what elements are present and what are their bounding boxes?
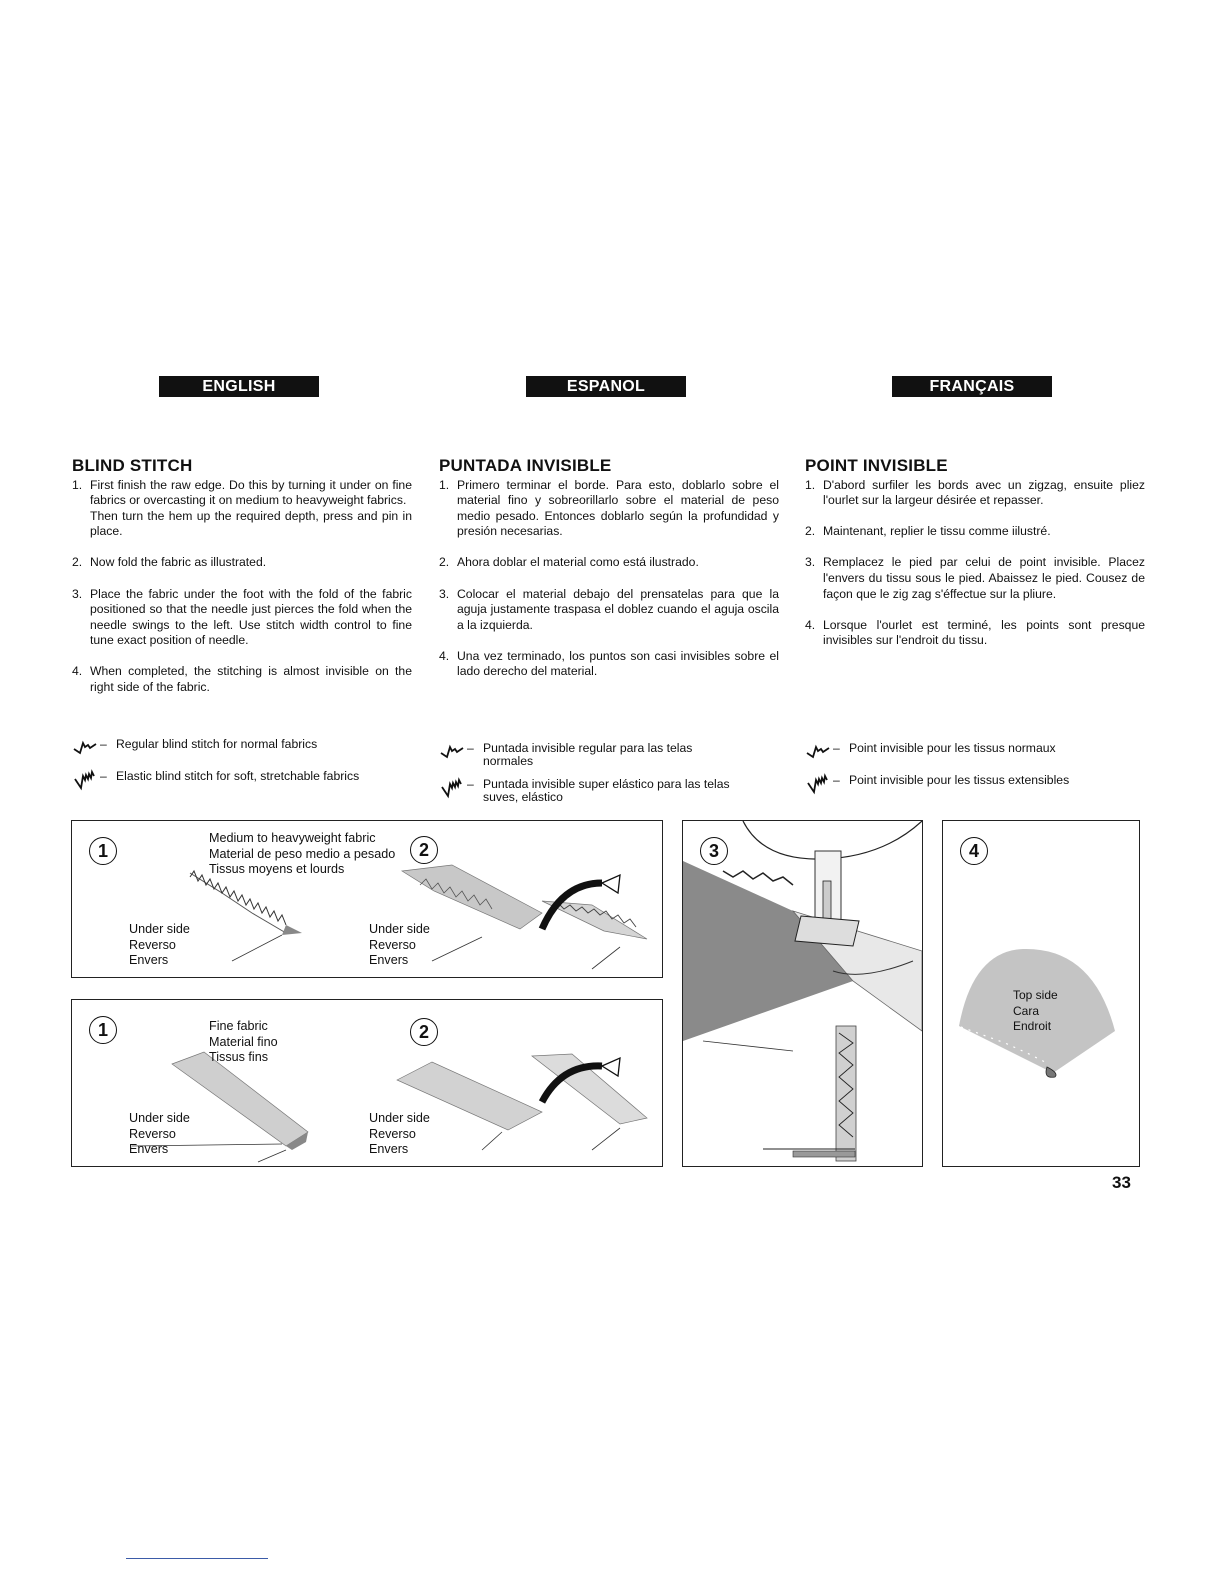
french-title: POINT INVISIBLE xyxy=(805,456,948,475)
elastic-blind-stitch-icon xyxy=(439,775,465,799)
sewing-machine-illustration xyxy=(683,821,922,1166)
label-french: Envers xyxy=(129,1142,169,1156)
legend-text: Puntada invisible super elástico para las telas suves, elástico xyxy=(483,777,730,804)
english-column xyxy=(72,458,412,711)
step-text: Colocar el material debajo del prensatelas para que la aguja justamente traspasa el doblez cuando el aguja oscila a la izquierda. xyxy=(457,586,779,632)
figure-heavy-fabric xyxy=(71,820,663,978)
step-4-marker: 4 xyxy=(960,837,988,865)
step-text: Remplacez le pied par celui de point invisible. Placez l'envers du tissu sous le pied. Abaissez le pied. Cousez de façon que le zig zag s'éffectue sur la pliure. xyxy=(823,555,1145,601)
list-item xyxy=(439,555,779,571)
legend-text: Point invisible pour les tissus normaux xyxy=(849,741,1056,755)
step-1-marker: 1 xyxy=(89,1016,117,1044)
fabric-weight-label xyxy=(209,1019,278,1066)
legend-row: – Point invisible pour les tissus extensibles xyxy=(805,774,1135,796)
label-english: Under side xyxy=(129,1111,190,1125)
figure-fine-fabric xyxy=(71,999,663,1167)
english-title: BLIND STITCH xyxy=(72,456,193,475)
step-text: First finish the raw edge. Do this by turning it under on fine fabrics or overcasting it on medium to heavyweight fabrics. xyxy=(90,477,412,508)
list-item xyxy=(805,555,1145,602)
list-item xyxy=(439,478,779,540)
step-3-marker: 3 xyxy=(700,837,728,865)
legend-text: Regular blind stitch for normal fabrics xyxy=(116,737,318,751)
step-text: Now fold the fabric as illustrated. xyxy=(90,555,267,570)
list-item xyxy=(805,618,1145,649)
step-number: 4. xyxy=(805,617,816,632)
step-number: 1. xyxy=(72,477,83,492)
legend-text: Point invisible pour les tissus extensibles xyxy=(849,773,1070,787)
french-legend xyxy=(805,742,1135,806)
step-number: 3. xyxy=(805,555,816,570)
english-legend xyxy=(72,738,372,802)
list-item xyxy=(439,649,779,680)
spanish-title: PUNTADA INVISIBLE xyxy=(439,456,612,475)
label-spanish: Material de peso medio a pesado xyxy=(209,846,396,861)
elastic-blind-stitch-icon xyxy=(72,767,98,791)
step-text: Primero terminar el borde. Para esto, doblarlo sobre el material fino y sobreorillarlo sobre el material de peso medio pesado. Entonces doblarlo según la profundidad y presión necesarias. xyxy=(457,477,779,539)
list-item xyxy=(439,587,779,634)
label-french: Envers xyxy=(369,953,409,967)
step-text-continued: Then turn the hem up the required depth, press and pin in place. xyxy=(90,508,412,539)
label-french: Envers xyxy=(369,1142,409,1156)
tab-french: FRANÇAIS xyxy=(892,376,1052,397)
english-steps xyxy=(72,478,412,696)
figure-finished-hem xyxy=(942,820,1140,1167)
step-number: 3. xyxy=(439,586,450,601)
divider xyxy=(126,1558,268,1559)
french-steps xyxy=(805,478,1145,649)
step-number: 2. xyxy=(72,555,83,570)
label-spanish: Reverso xyxy=(369,1126,416,1141)
spanish-column xyxy=(439,458,779,696)
regular-blind-stitch-icon xyxy=(439,739,465,761)
label-english: Top side xyxy=(1013,988,1058,1002)
legend-row: – Elastic blind stitch for soft, stretchable fabrics xyxy=(72,770,372,792)
under-side-label xyxy=(129,922,190,969)
legend-row: – Regular blind stitch for normal fabrics xyxy=(72,738,372,760)
step-number: 2. xyxy=(805,524,816,539)
fabric-weight-label xyxy=(209,831,395,878)
step-number: 1. xyxy=(805,477,816,492)
tab-spanish: ESPANOL xyxy=(526,376,686,397)
step-text: Lorsque l'ourlet est terminé, les points sont presque invisibles sur l'endroit du tissu. xyxy=(823,617,1145,648)
step-number: 4. xyxy=(439,648,450,663)
french-column xyxy=(805,458,1145,664)
label-french: Tissus fins xyxy=(209,1050,269,1064)
legend-text: Elastic blind stitch for soft, stretchable fabrics xyxy=(116,769,360,783)
legend-row: – Point invisible pour les tissus normaux xyxy=(805,742,1135,764)
spanish-steps xyxy=(439,478,779,680)
page-number: 33 xyxy=(1112,1173,1131,1192)
list-item xyxy=(72,555,412,571)
list-item xyxy=(72,478,412,540)
label-english: Fine fabric xyxy=(209,1019,268,1033)
step-text: Maintenant, replier le tissu comme iilustré. xyxy=(823,524,1051,539)
step-text: D'abord surfiler les bords avec un zigzag, ensuite pliez l'ourlet sur la largeur désirée et repasser. xyxy=(823,477,1145,508)
top-side-label xyxy=(1013,988,1058,1035)
under-side-label xyxy=(369,1111,430,1158)
list-item xyxy=(805,478,1145,509)
label-spanish: Material fino xyxy=(209,1034,278,1049)
under-side-label xyxy=(129,1111,190,1158)
spanish-legend xyxy=(439,742,739,814)
label-french: Tissus moyens et lourds xyxy=(209,862,345,876)
figure-sewing-foot xyxy=(682,820,923,1167)
label-english: Under side xyxy=(369,922,430,936)
list-item xyxy=(805,524,1145,540)
label-english: Medium to heavyweight fabric xyxy=(209,831,376,845)
step-number: 1. xyxy=(439,477,450,492)
step-text: Ahora doblar el material como está ilustrado. xyxy=(457,555,699,570)
legend-row: – Puntada invisible regular para las telas normales xyxy=(439,742,739,768)
label-spanish: Reverso xyxy=(369,937,416,952)
label-spanish: Reverso xyxy=(129,1126,176,1141)
step-number: 3. xyxy=(72,586,83,601)
step-text: Una vez terminado, los puntos son casi invisibles sobre el lado derecho del material. xyxy=(457,648,779,679)
step-text: Place the fabric under the foot with the fold of the fabric positioned so that the needle just pierces the fold when the needle swings to the left. Use stitch width control to fine tune exact position of needle. xyxy=(90,586,412,648)
label-french: Endroit xyxy=(1013,1019,1052,1033)
label-spanish: Reverso xyxy=(129,937,176,952)
tab-english: ENGLISH xyxy=(159,376,319,397)
label-spanish: Cara xyxy=(1013,1003,1040,1018)
under-side-label xyxy=(369,922,430,969)
label-english: Under side xyxy=(369,1111,430,1125)
step-number: 2. xyxy=(439,555,450,570)
step-2-marker: 2 xyxy=(410,836,438,864)
legend-row: – Puntada invisible super elástico para las telas suves, elástico xyxy=(439,778,739,804)
step-number: 4. xyxy=(72,664,83,679)
step-2-marker: 2 xyxy=(410,1018,438,1046)
regular-blind-stitch-icon xyxy=(805,739,831,761)
label-french: Envers xyxy=(129,953,169,967)
elastic-blind-stitch-icon xyxy=(805,771,831,795)
list-item xyxy=(72,664,412,695)
regular-blind-stitch-icon xyxy=(72,735,98,757)
label-english: Under side xyxy=(129,922,190,936)
legend-text: Puntada invisible regular para las telas normales xyxy=(483,741,693,768)
step-text: When completed, the stitching is almost invisible on the right side of the fabric. xyxy=(90,664,412,695)
list-item xyxy=(72,587,412,649)
step-1-marker: 1 xyxy=(89,837,117,865)
